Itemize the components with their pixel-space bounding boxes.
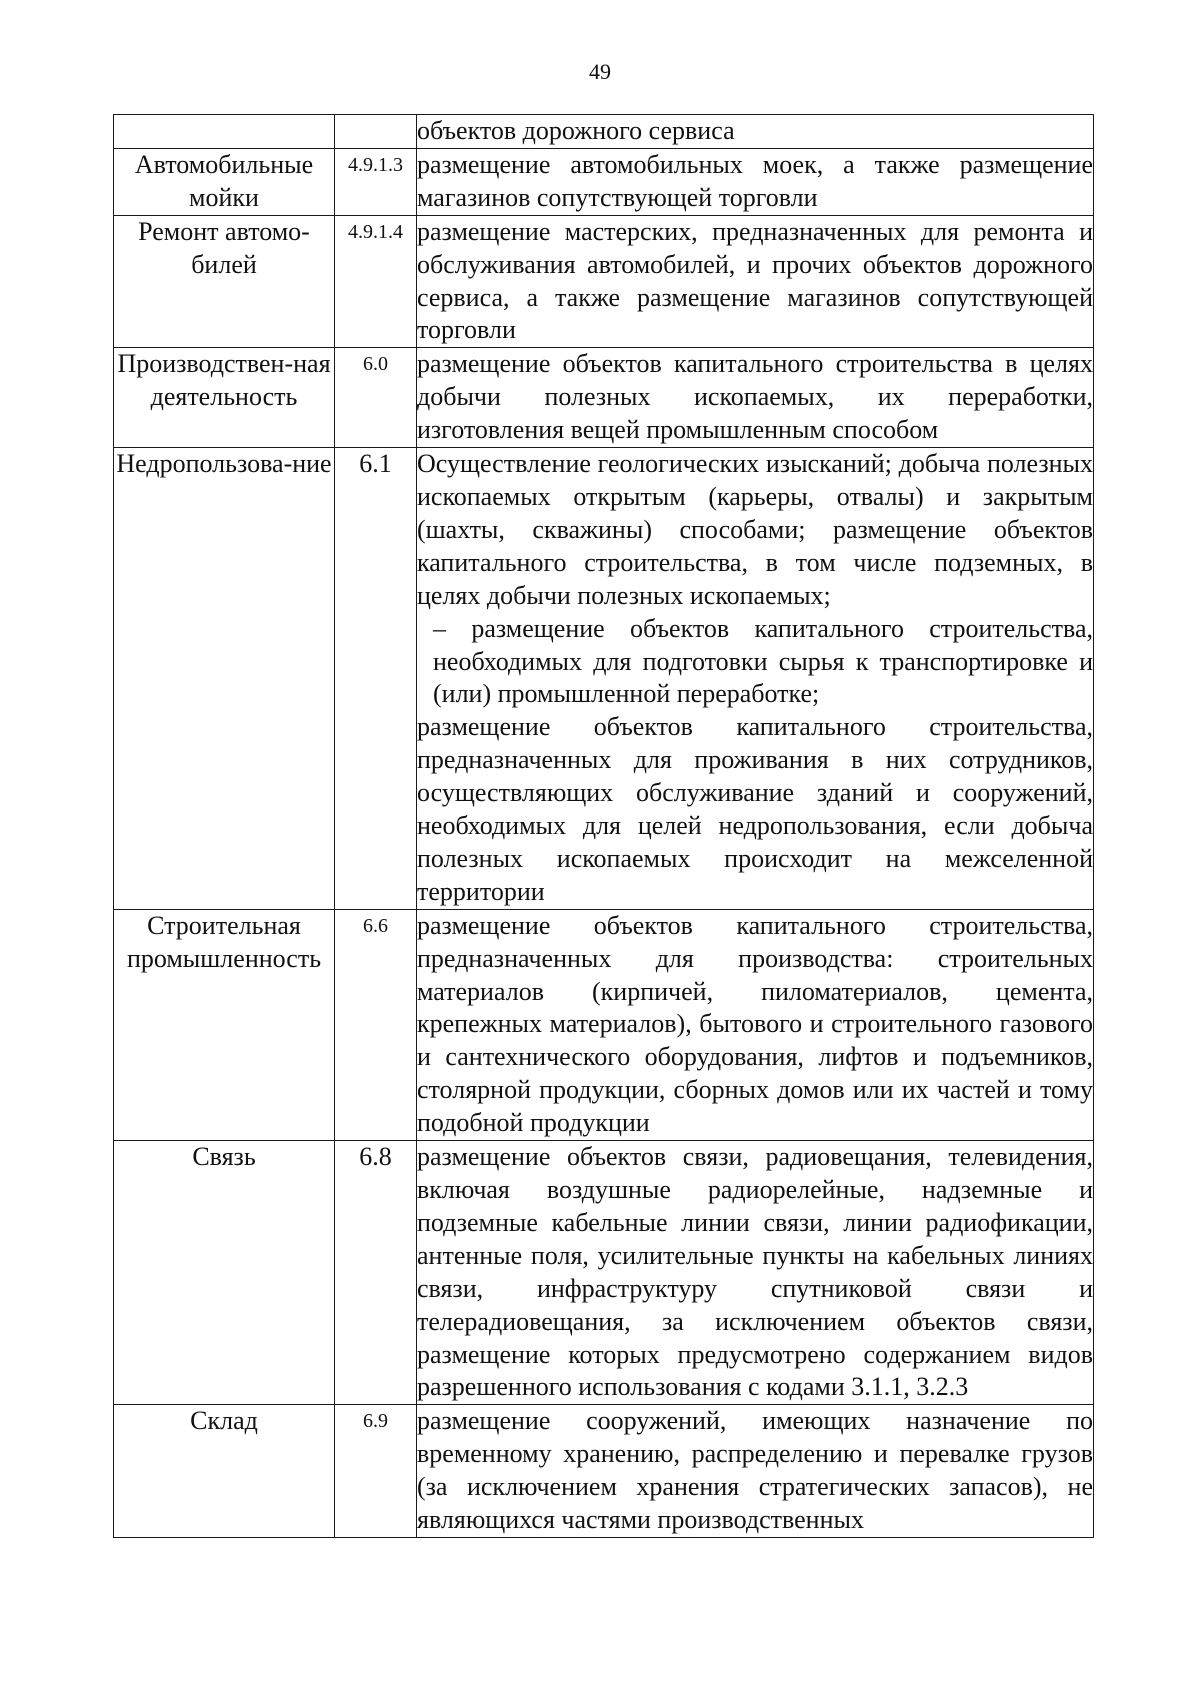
page-number: 49: [589, 59, 611, 84]
use-name-cell: Автомобильные мойки: [114, 148, 335, 215]
table-row: [114, 148, 1094, 215]
use-name-cell: Ремонт автомо-билей: [114, 215, 335, 348]
use-description-cell: размещение сооружений, имеющих назначение по временному хранению, распределению и перевалке грузов (за исключением хранения стратегических запасов), не являющихся частями производственных: [417, 1405, 1094, 1538]
table-row: [114, 909, 1094, 1140]
use-name-cell: Строительная промышленность: [114, 909, 335, 1140]
use-name-cell: Связь: [114, 1141, 335, 1405]
use-code-cell: 4.9.1.4: [335, 215, 417, 348]
use-code-cell: [335, 115, 417, 149]
use-description-cell: [417, 448, 1094, 910]
table-row: [114, 1141, 1094, 1405]
use-description-cell: размещение объектов капитального строительства в целях добычи полезных ископаемых, их переработки, изготовления вещей промышленным способом: [417, 348, 1094, 448]
use-description-cell: объектов дорожного сервиса: [417, 115, 1094, 149]
description-paragraph: Осуществление геологических изысканий; добыча полезных ископаемых открытым (карьеры, отвалы) и закрытым (шахты, скважины) способами; размещение объектов капитального строительства, в том числе подземных, в целях добычи полезных ископаемых;: [417, 449, 1093, 610]
table-row: [114, 215, 1094, 348]
use-code-cell: 6.9: [335, 1405, 417, 1538]
use-code-cell: 4.9.1.3: [335, 148, 417, 215]
table-row: [114, 115, 1094, 149]
description-paragraph: размещение объектов капитального строительства, предназначенных для проживания в них сотрудников, осуществляющих обслуживание зданий и сооружений, необходимых для целей недропользования, если добыча полезных ископаемых происходит на межселенной территории: [417, 712, 1093, 906]
use-description-cell: размещение объектов связи, радиовещания, телевидения, включая воздушные радиорелейные, надземные и подземные кабельные линии связи, линии радиофикации, антенные поля, усилительные пункты на кабельных линиях связи, инфраструктуру спутниковой связи и телерадиовещания, за исключением объектов связи, размещение которых предусмотрено содержанием видов разрешенного использования с кодами 3.1.1, 3.2.3: [417, 1141, 1094, 1405]
use-name-cell: Склад: [114, 1405, 335, 1538]
use-description-cell: размещение мастерских, предназначенных для ремонта и обслуживания автомобилей, и прочих объектов дорожного сервиса, а также размещение магазинов сопутствующей торговли: [417, 215, 1094, 348]
use-code-cell: 6.0: [335, 348, 417, 448]
table-row: [114, 1405, 1094, 1538]
use-name-cell: Производствен-ная деятельность: [114, 348, 335, 448]
table-row: [114, 448, 1094, 910]
table-row: [114, 348, 1094, 448]
use-description-cell: размещение объектов капитального строительства, предназначенных для производства: строительных материалов (кирпичей, пиломатериалов, цемента, крепежных материалов), бытового и строительного газового и сантехнического оборудования, лифтов и подъемников, столярной продукции, сборных домов или их частей и тому подобной продукции: [417, 909, 1094, 1140]
land-use-table: [113, 114, 1094, 1538]
use-code-cell: 6.6: [335, 909, 417, 1140]
description-paragraph: – размещение объектов капитального строительства, необходимых для подготовки сырья к транспортировке и (или) промышленной переработке;: [433, 613, 1093, 709]
use-code-cell: 6.1: [335, 448, 417, 910]
use-code-cell: 6.8: [335, 1141, 417, 1405]
use-name-cell: [114, 115, 335, 149]
use-name-cell: Недропользова-ние: [114, 448, 335, 910]
use-description-cell: размещение автомобильных моек, а также размещение магазинов сопутствующей торговли: [417, 148, 1094, 215]
